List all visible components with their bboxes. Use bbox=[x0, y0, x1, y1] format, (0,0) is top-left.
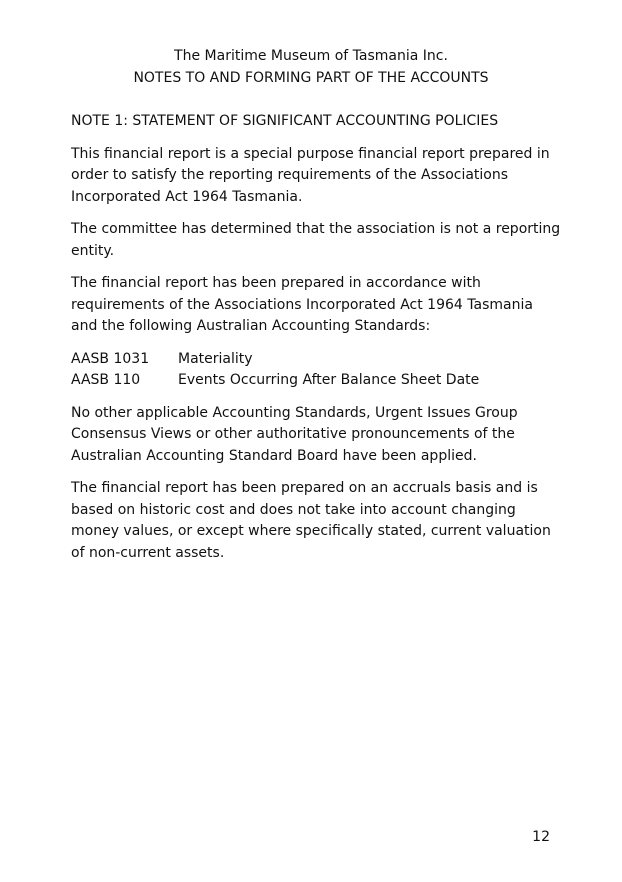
page-number: 12 bbox=[532, 829, 550, 845]
standard-code: AASB 1031 bbox=[71, 350, 150, 367]
standard-row bbox=[71, 370, 561, 392]
note-body bbox=[71, 111, 561, 575]
organization-name: The Maritime Museum of Tasmania Inc. bbox=[174, 48, 448, 64]
standard-code: AASB 110 bbox=[71, 372, 141, 388]
paragraph-other-standards: No other applicable Accounting Standards, Urgent Issues Group Consensus Views or other authoritative pronouncements of the Australian Accounting Standard Board have been applied. bbox=[71, 404, 518, 464]
paragraph-standards-intro: The financial report has been prepared in accordance with requirements of the Associations Incorporated Act 1964 Tasmania and the following Australian Accounting Standards: bbox=[71, 275, 533, 334]
standard-title: Events Occurring After Balance Sheet Date bbox=[178, 372, 480, 388]
paragraph-special-purpose: This financial report is a special purpose financial report prepared in order to satisfy the reporting requirements of the Associations Incorporated Act 1964 Tasmania. bbox=[71, 145, 550, 205]
standard-row bbox=[71, 349, 561, 371]
document-title: NOTES TO AND FORMING PART OF THE ACCOUNTS bbox=[133, 69, 489, 86]
paragraph-accruals-basis: The financial report has been prepared on an accruals basis and is based on historic cost and does not take into account changing money values, or except where specifically stated, current valuation of non-current assets. bbox=[71, 480, 551, 561]
paragraph-reporting-entity: The committee has determined that the association is not a reporting entity. bbox=[71, 221, 561, 259]
document-header bbox=[0, 46, 622, 89]
note-heading: NOTE 1: STATEMENT OF SIGNIFICANT ACCOUNTING POLICIES bbox=[71, 113, 499, 129]
standards-list bbox=[71, 349, 561, 392]
standard-title: Materiality bbox=[178, 350, 253, 367]
